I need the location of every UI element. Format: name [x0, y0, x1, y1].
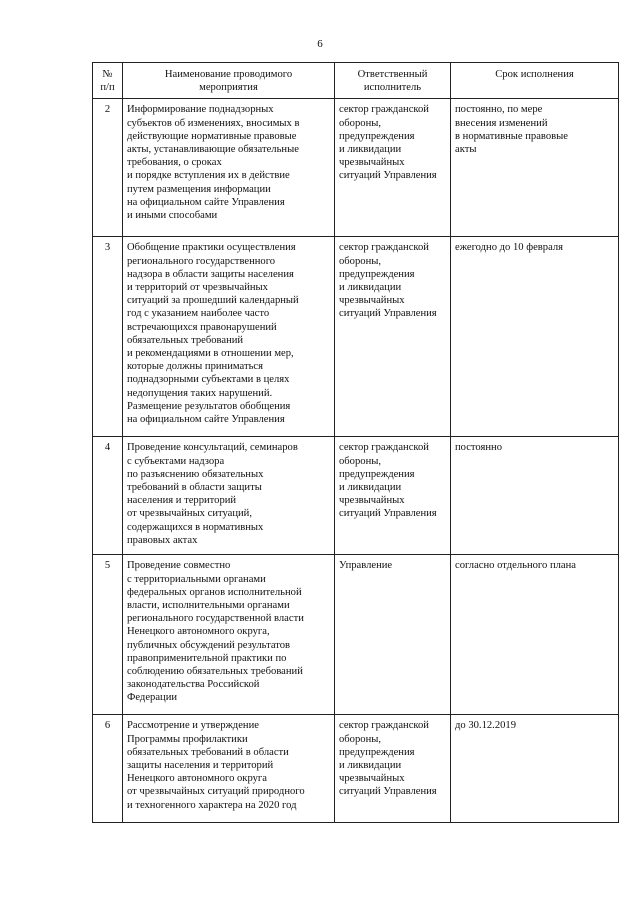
table-row: [93, 237, 619, 437]
table-row: [93, 99, 619, 237]
deadline: ежегодно до 10 февраля: [451, 237, 619, 437]
table-row: [93, 437, 619, 555]
deadline: согласно отдельного плана: [451, 555, 619, 715]
deadline: постоянно: [451, 437, 619, 555]
header-measure-name: Наименование проводимого мероприятия: [123, 63, 335, 99]
measure-name: Проведение совместно с территориальными органами федеральных органов исполнительной власти, исполнительными органами регионального государственной власти Ненецкого автономного округа, публичных обсуждений результатов правоприменительной практики по соблюдению обязательных требований законодательства Российской Федерации: [123, 555, 335, 715]
row-number: 6: [93, 715, 123, 823]
responsible-executor: сектор гражданской обороны, предупреждения и ликвидации чрезвычайных ситуаций Управления: [335, 237, 451, 437]
table-header-row: [93, 63, 619, 99]
responsible-executor: сектор гражданской обороны, предупреждения и ликвидации чрезвычайных ситуаций Управления: [335, 99, 451, 237]
table-row: [93, 715, 619, 823]
measure-name: Проведение консультаций, семинаров с субъектами надзора по разъяснению обязательных требований в области защиты населения и территорий от чрезвычайных ситуаций, содержащихся в нормативных правовых актах: [123, 437, 335, 555]
deadline: до 30.12.2019: [451, 715, 619, 823]
row-number: 3: [93, 237, 123, 437]
header-deadline: Срок исполнения: [451, 63, 619, 99]
measure-name: Обобщение практики осуществления регионального государственного надзора в области защиты населения и территорий от чрезвычайных ситуаций за прошедший календарный год с указанием наиболее часто встречающихся правонарушений обязательных требований и рекомендациями в отношении мер, которые должны приниматься поднадзорными субъектами в целях недопущения таких нарушений. Размещение результатов обобщения на официальном сайте Управления: [123, 237, 335, 437]
page-number: 6: [317, 38, 323, 50]
measure-name: Рассмотрение и утверждение Программы профилактики обязательных требований в области защиты населения и территорий Ненецкого автономного округа от чрезвычайных ситуаций природного и техногенного характера на 2020 год: [123, 715, 335, 823]
measures-table: [92, 62, 619, 823]
responsible-executor: сектор гражданской обороны, предупреждения и ликвидации чрезвычайных ситуаций Управления: [335, 715, 451, 823]
row-number: 5: [93, 555, 123, 715]
header-number: № п/п: [93, 63, 123, 99]
table-row: [93, 555, 619, 715]
row-number: 4: [93, 437, 123, 555]
deadline: постоянно, по мере внесения изменений в нормативные правовые акты: [451, 99, 619, 237]
measure-name: Информирование поднадзорных субъектов об изменениях, вносимых в действующие нормативные правовые акты, устанавливающие обязательные требования, о сроках и порядке вступления их в действие путем размещения информации на официальном сайте Управления и иными способами: [123, 99, 335, 237]
responsible-executor: сектор гражданской обороны, предупреждения и ликвидации чрезвычайных ситуаций Управления: [335, 437, 451, 555]
responsible-executor: Управление: [335, 555, 451, 715]
row-number: 2: [93, 99, 123, 237]
header-responsible: Ответственный исполнитель: [335, 63, 451, 99]
